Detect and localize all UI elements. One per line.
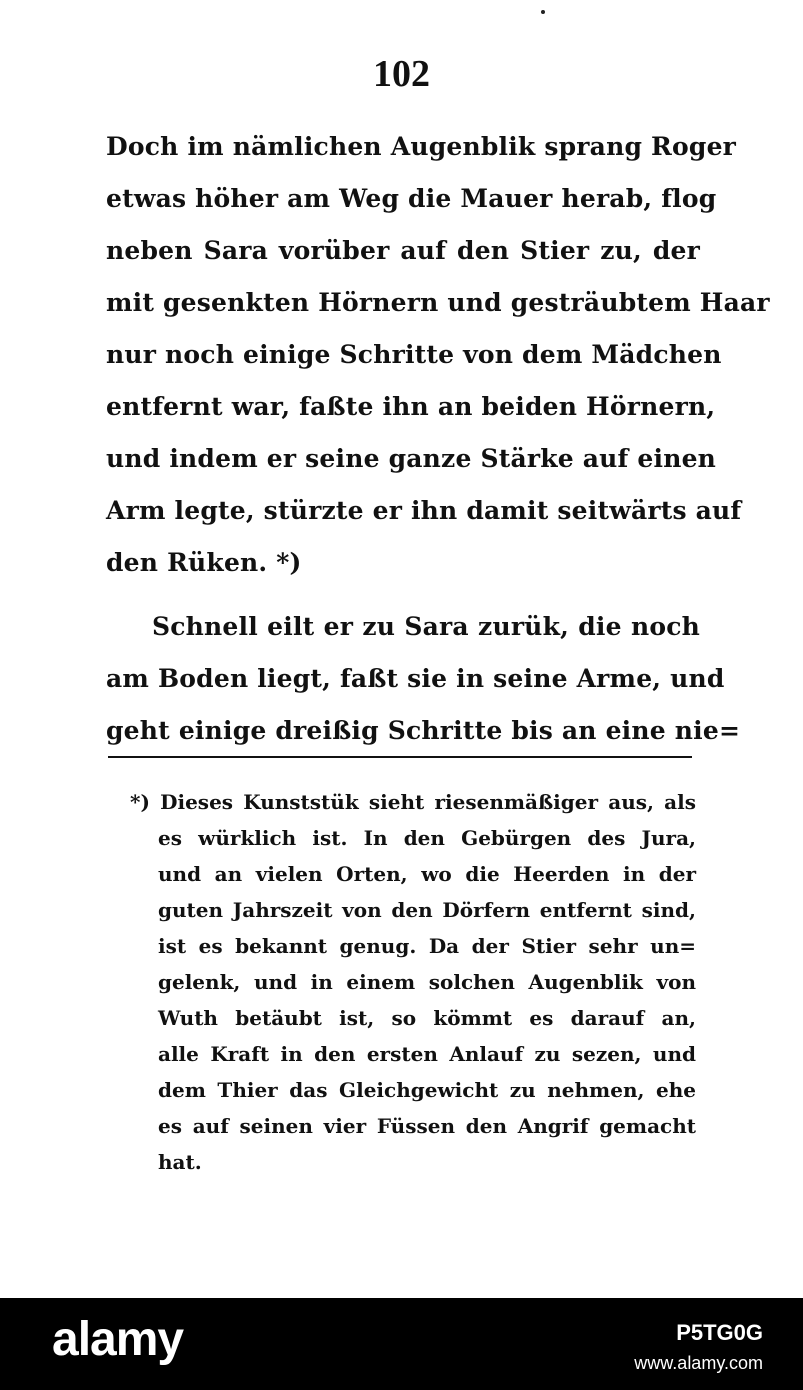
text-line: etwas höher am Weg die Mauer herab, flog [106,184,717,213]
footnote-line: und an vielen Orten, wo die Heerden in der [158,862,696,886]
text-line: entfernt war, faßte ihn an beiden Hörnern, [106,392,716,421]
text-line: den Rüken. *) [106,548,302,577]
watermark-band [0,1298,803,1390]
text-line: Arm legte, stürzte er ihn damit seitwärts auf [106,496,742,525]
footnote-line: es auf seinen vier Füssen den Angrif gemacht [158,1114,696,1138]
footnote-line: hat. [158,1150,202,1174]
text-line: mit gesenkten Hörnern und gesträubtem Haar [106,288,770,317]
text-line: neben Sara vorüber auf den Stier zu, der [106,236,700,265]
text-line: geht einige dreißig Schritte bis an eine nie= [106,716,741,745]
text-line: Schnell eilt er zu Sara zurük, die noch [152,612,700,641]
text-line: und indem er seine ganze Stärke auf einen [106,444,717,473]
footnote-line: gelenk, und in einem solchen Augenblik von [158,970,696,994]
footnote-line: dem Thier das Gleichgewicht zu nehmen, ehe [158,1078,696,1102]
footnote-line: alle Kraft in den ersten Anlauf zu sezen, und [158,1042,696,1066]
text-line: Doch im nämlichen Augenblik sprang Roger [106,132,737,161]
speck-mark [541,10,545,14]
alamy-logo: alamy [52,1313,184,1366]
footnote-divider [108,756,692,758]
main-text [106,121,770,757]
text-line: nur noch einige Schritte von dem Mädchen [106,340,722,369]
footnote-line: guten Jahrszeit von den Dörfern entfernt sind, [158,898,696,922]
text-line: am Boden liegt, faßt sie in seine Arme, und [106,664,725,693]
footnote-line: es würklich ist. In den Gebürgen des Jura, [158,826,696,850]
site-url: www.alamy.com [634,1353,763,1373]
footnote [130,784,696,1180]
page-number: 102 [373,53,430,95]
footnote-line: Wuth betäubt ist, so kömmt es darauf an, [158,1006,696,1030]
footnote-line: ist es bekannt genug. Da der Stier sehr un= [158,934,696,958]
footnote-line: *) Dieses Kunststük sieht riesenmäßiger aus, als [130,790,696,814]
image-id: P5TG0G [676,1320,763,1345]
